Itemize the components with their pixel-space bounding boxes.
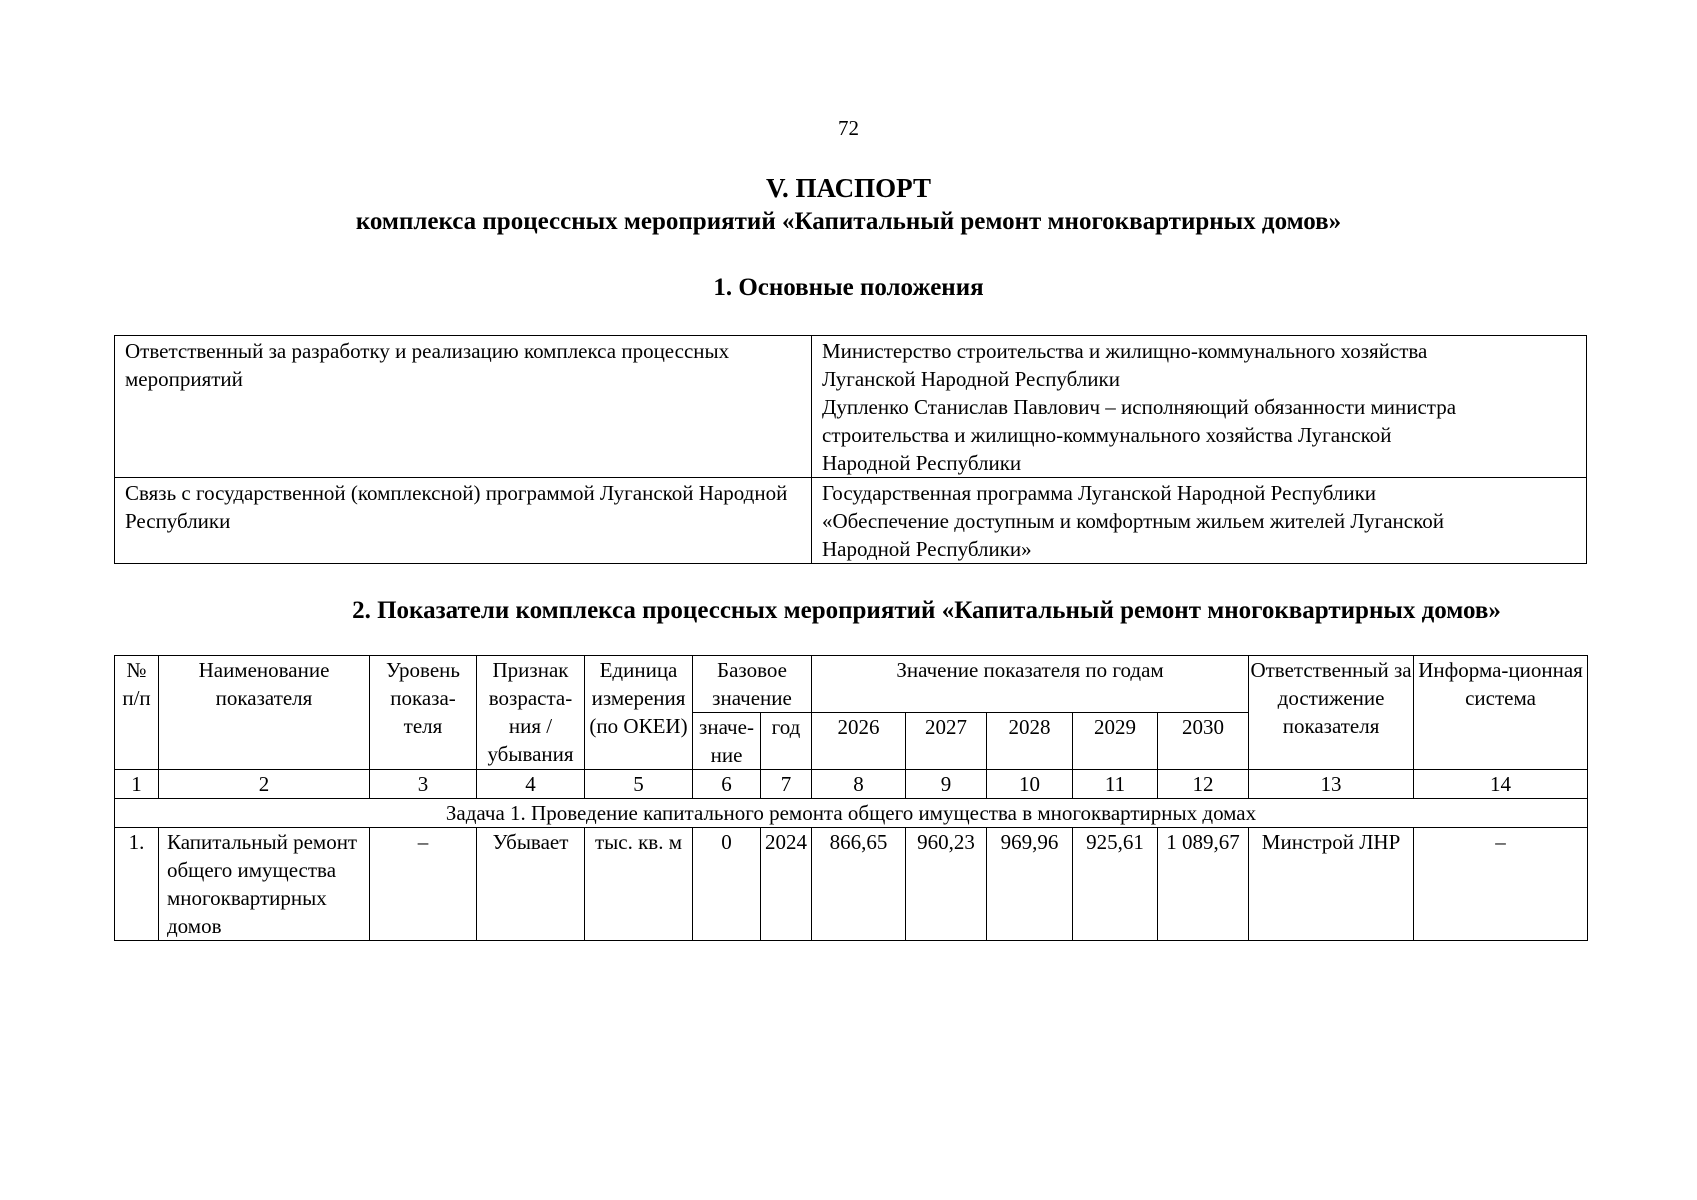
column-number-row xyxy=(115,770,1588,799)
column-number: 5 xyxy=(585,770,693,799)
header-year: 2030 xyxy=(1158,713,1249,770)
indicator-responsible: Минстрой ЛНР xyxy=(1249,828,1414,941)
year-value: 969,96 xyxy=(987,828,1073,941)
header-row xyxy=(115,656,1588,713)
year-value: 925,61 xyxy=(1073,828,1158,941)
header-base-year: год xyxy=(761,713,812,770)
column-number: 14 xyxy=(1414,770,1588,799)
task-row xyxy=(115,799,1588,828)
responsible-label: Ответственный за разработку и реализацию комплекса процессных мероприятий xyxy=(115,336,812,478)
header-values-by-year: Значение показателя по годам xyxy=(812,656,1249,713)
text-line: строительства и жилищно-коммунального хозяйства Луганской xyxy=(822,423,1392,447)
column-number: 7 xyxy=(761,770,812,799)
text-line: Министерство строительства и жилищно-коммунального хозяйства xyxy=(822,339,1428,363)
column-number: 8 xyxy=(812,770,906,799)
column-number: 11 xyxy=(1073,770,1158,799)
header-year: 2029 xyxy=(1073,713,1158,770)
header-num: № п/п xyxy=(115,656,159,770)
program-link-value xyxy=(812,478,1587,564)
year-value: 866,65 xyxy=(812,828,906,941)
header-level: Уровень показа-теля xyxy=(370,656,477,770)
header-responsible: Ответственный за достижение показателя xyxy=(1249,656,1414,770)
responsible-value xyxy=(812,336,1587,478)
main-provisions-table xyxy=(114,335,1587,564)
column-number: 9 xyxy=(906,770,987,799)
indicator-level: – xyxy=(370,828,477,941)
indicator-info-system: – xyxy=(1414,828,1588,941)
table-row xyxy=(115,336,1587,478)
text-line: Народной Республики» xyxy=(822,537,1032,561)
header-name: Наименование показателя xyxy=(159,656,370,770)
column-number: 12 xyxy=(1158,770,1249,799)
section-2-heading: 2. Показатели комплекса процессных мероприятий «Капитальный ремонт многоквартирных домов» xyxy=(352,597,1501,624)
header-year: 2027 xyxy=(906,713,987,770)
text-line: «Обеспечение доступным и комфортным жильем жителей Луганской xyxy=(822,509,1444,533)
document-subtitle: комплекса процессных мероприятий «Капитальный ремонт многоквартирных домов» xyxy=(355,208,1342,235)
row-num: 1. xyxy=(115,828,159,941)
text-line: Народной Республики xyxy=(822,451,1022,475)
text-line: Луганской Народной Республики xyxy=(822,367,1120,391)
header-unit: Единица измерения (по ОКЕИ) xyxy=(585,656,693,770)
indicators-table xyxy=(114,655,1588,941)
section-1-heading: 1. Основные положения xyxy=(713,274,984,301)
column-number: 6 xyxy=(693,770,761,799)
indicator-name: Капитальный ремонт общего имущества многоквартирных домов xyxy=(159,828,370,941)
column-number: 13 xyxy=(1249,770,1414,799)
column-number: 4 xyxy=(477,770,585,799)
program-link-label: Связь с государственной (комплексной) программой Луганской Народной Республики xyxy=(115,478,812,564)
table-row xyxy=(115,478,1587,564)
document-title: V. ПАСПОРТ xyxy=(765,173,931,203)
header-base-value: значе-ние xyxy=(693,713,761,770)
header-year: 2028 xyxy=(987,713,1073,770)
column-number: 1 xyxy=(115,770,159,799)
column-number: 10 xyxy=(987,770,1073,799)
base-year: 2024 xyxy=(761,828,812,941)
table-row xyxy=(115,828,1588,941)
header-base: Базовое значение xyxy=(693,656,812,713)
column-number: 3 xyxy=(370,770,477,799)
header-year: 2026 xyxy=(812,713,906,770)
task-title: Задача 1. Проведение капитального ремонта общего имущества в многоквартирных домах xyxy=(115,799,1588,828)
indicator-trend: Убывает xyxy=(477,828,585,941)
text-line: Государственная программа Луганской Народной Республики xyxy=(822,481,1377,505)
page-number: 72 xyxy=(838,116,859,140)
indicator-unit: тыс. кв. м xyxy=(585,828,693,941)
header-info-system: Информа-ционная система xyxy=(1414,656,1588,770)
year-value: 1 089,67 xyxy=(1158,828,1249,941)
base-value: 0 xyxy=(693,828,761,941)
text-line: Дупленко Станислав Павлович – исполняющий обязанности министра xyxy=(822,395,1457,419)
year-value: 960,23 xyxy=(906,828,987,941)
column-number: 2 xyxy=(159,770,370,799)
header-trend: Признак возраста-ния / убывания xyxy=(477,656,585,770)
